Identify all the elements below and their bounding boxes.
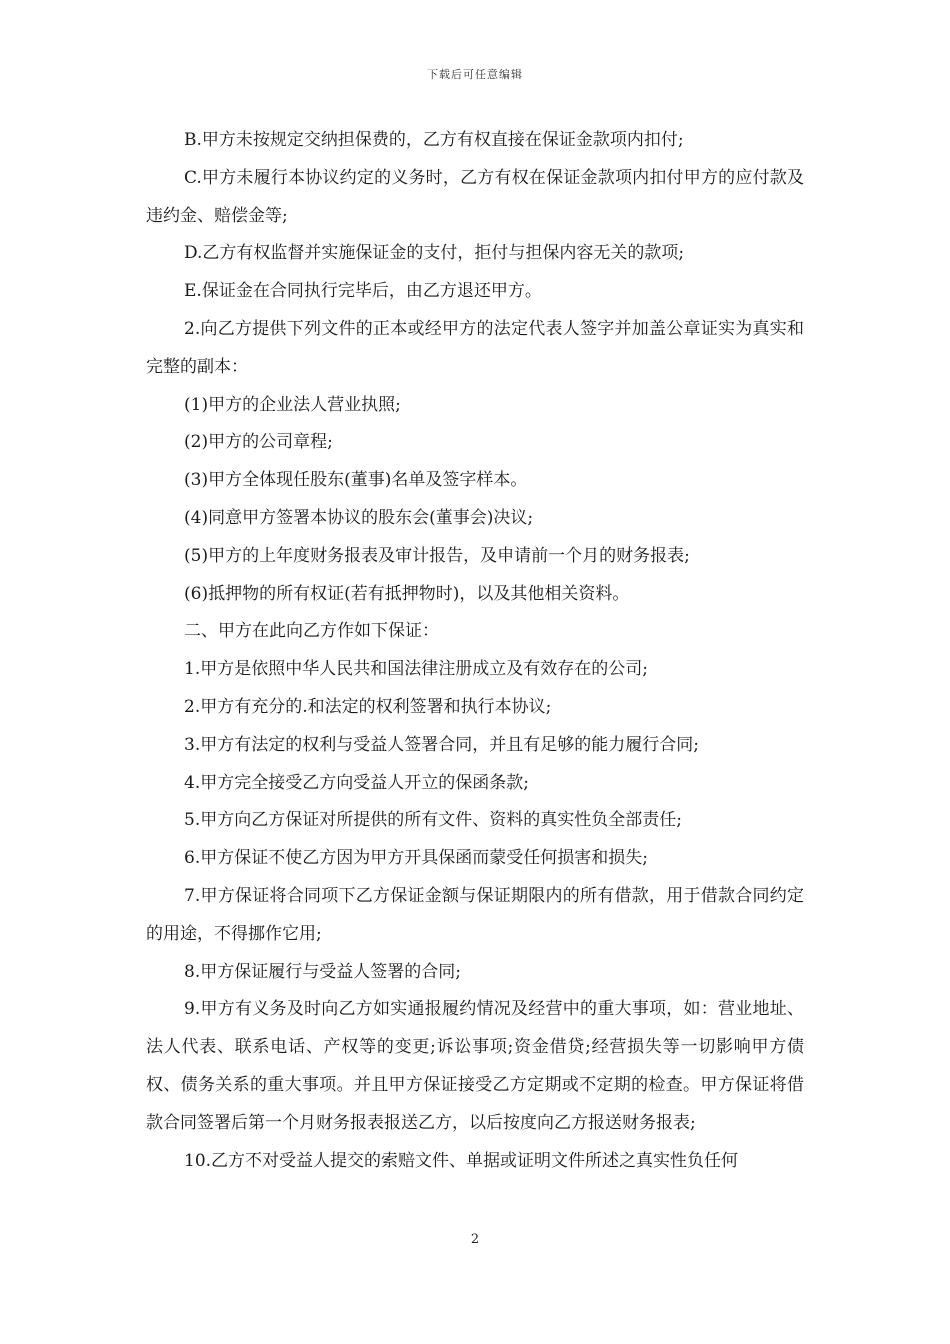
paragraph: B.甲方未按规定交纳担保费的，乙方有权直接在保证金款项内扣付; bbox=[184, 130, 684, 150]
list-item: (5)甲方的上年度财务报表及审计报告，及申请前一个月的财务报表; bbox=[184, 545, 690, 566]
paragraph: 2.向乙方提供下列文件的正本或经甲方的法定代表人签字并加盖公章证实为真实和完整的副本： bbox=[146, 318, 804, 377]
paragraph: C.甲方未履行本协议约定的义务时，乙方有权在保证金款项内扣付甲方的应付款及违约金、赔偿金等; bbox=[146, 167, 804, 226]
page-number: 2 bbox=[470, 1232, 480, 1247]
list-item: (3)甲方全体现任股东(董事)名单及签字样本。 bbox=[184, 470, 528, 491]
document-body bbox=[146, 122, 804, 1180]
list-item: 1.甲方是依照中华人民共和国法律注册成立及有效存在的公司; bbox=[184, 659, 648, 680]
list-item: 9.甲方有义务及时向乙方如实通报履约情况及经营中的重大事项，如：营业地址、法人代表、联系电话、产权等的变更;诉讼事项;资金借贷;经营损失等一切影响甲方债权、债务关系的重大事项。并且甲方保证接受乙方定期或不定期的检查。甲方保证将借款合同签署后第一个月财务报表报送乙方，以后按度向乙方报送财务报表; bbox=[146, 999, 804, 1133]
header-note: 下载后可任意编辑 bbox=[427, 68, 523, 81]
section-heading: 二、甲方在此向乙方作如下保证： bbox=[184, 621, 439, 642]
list-item: 8.甲方保证履行与受益人签署的合同; bbox=[184, 961, 461, 982]
list-item: (6)抵押物的所有权证(若有抵押物时)，以及其他相关资料。 bbox=[184, 583, 630, 604]
list-item: 5.甲方向乙方保证对所提供的所有文件、资料的真实性负全部责任; bbox=[184, 810, 682, 831]
list-item: 2.甲方有充分的.和法定的权利签署和执行本协议; bbox=[184, 696, 552, 717]
list-item: 3.甲方有法定的权利与受益人签署合同，并且有足够的能力履行合同; bbox=[184, 734, 699, 755]
list-item: 6.甲方保证不使乙方因为甲方开具保函而蒙受任何损害和损失; bbox=[184, 848, 648, 869]
list-item: 4.甲方完全接受乙方向受益人开立的保函条款; bbox=[184, 772, 529, 793]
list-item: 7.甲方保证将合同项下乙方保证金额与保证期限内的所有借款，用于借款合同约定的用途，不得挪作它用; bbox=[146, 885, 804, 944]
list-item: (2)甲方的公司章程; bbox=[184, 432, 333, 453]
list-item: 10.乙方不对受益人提交的索赔文件、单据或证明文件所述之真实性负任何 bbox=[184, 1150, 739, 1171]
paragraph: D.乙方有权监督并实施保证金的支付，拒付与担保内容无关的款项; bbox=[184, 243, 685, 264]
list-item: (1)甲方的企业法人营业执照; bbox=[184, 394, 401, 415]
list-item: (4)同意甲方签署本协议的股东会(董事会)决议; bbox=[184, 507, 534, 528]
paragraph: E.保证金在合同执行完毕后，由乙方退还甲方。 bbox=[184, 281, 542, 302]
